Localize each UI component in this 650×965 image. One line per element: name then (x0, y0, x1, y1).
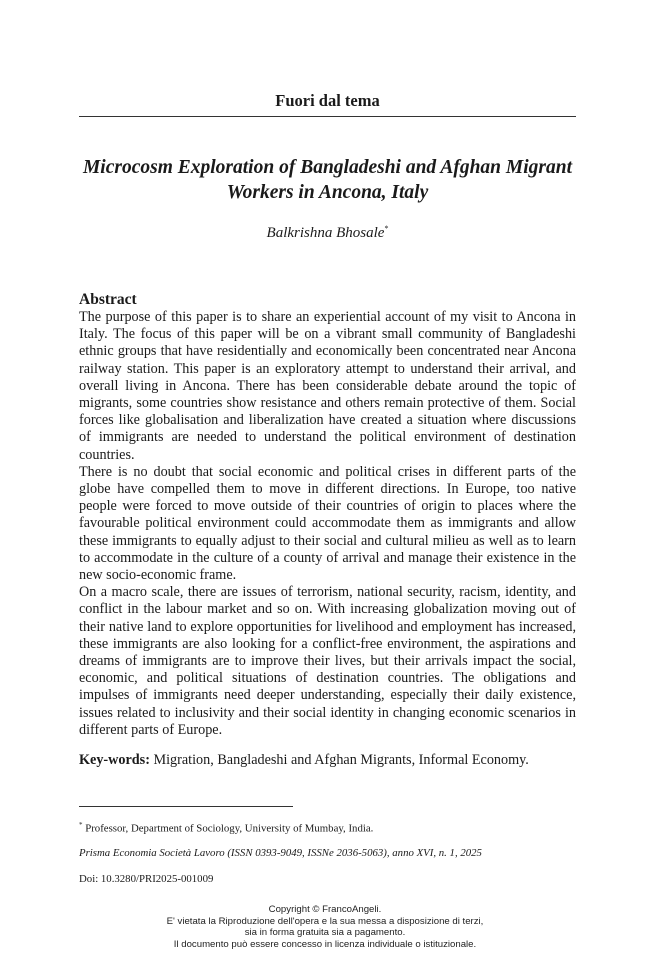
journal-citation: Prisma Economia Società Lavoro (ISSN 0393-9049, ISSNe 2036-5063), anno XVI, n. 1, 2025 (79, 847, 482, 859)
abstract-heading: Abstract (79, 291, 137, 308)
author-footnote-marker[interactable]: * (384, 224, 389, 233)
abstract-paragraph: There is no doubt that social economic and political crises in different parts of the globe have compelled them to move in different directions. In Europe, too native people were forced to move outside of their countries of origin to places where the favourable political environment could accommodate them as immigrants and allow these immigrants to equally adjust to their social and cultural milieu as well as to learn to accommodate in the culture of a county of arrival and manage their existence in the new socio-economic frame. (79, 463, 576, 584)
copyright-line: Copyright © FrancoAngeli. (268, 904, 382, 915)
article-title (79, 155, 576, 205)
footnote (79, 818, 576, 837)
keywords (79, 750, 576, 770)
abstract-body (79, 309, 576, 739)
author-name (79, 219, 576, 243)
header-rule (79, 116, 576, 117)
keywords-label: Key-words: (79, 752, 150, 768)
footnote-marker: * (79, 821, 83, 829)
copyright-notice (0, 904, 650, 950)
article-title-line-1: Microcosm Exploration of Bangladeshi and Afghan Migrant (82, 157, 573, 178)
section-header: Fuori dal tema (275, 91, 380, 110)
article-title-line-2: Workers in Ancona, Italy (226, 182, 429, 203)
copyright-line: sia in forma gratuita sia a pagamento. (244, 927, 406, 938)
copyright-line: Il documento può essere concesso in licenza individuale o istituzionale. (173, 938, 477, 950)
doi[interactable]: Doi: 10.3280/PRI2025-001009 (79, 873, 214, 885)
abstract-paragraph: The purpose of this paper is to share an experiential account of my visit to Ancona in Italy. The focus of this paper will be on a vibrant small community of Bangladeshi ethnic groups that have residentially and economically been concentrated near Ancona railway station. This paper is an exploratory attempt to understand their arrival, and overall living in Ancona. There has been considerable debate around the topic of migrants, some countries show resistance and others remain protective of them. Social forces like globalisation and liberalization have created a situation where discussions of immigrants are needed to understand the political environment of destination countries. (79, 309, 576, 463)
author-name-text: Balkrishna Bhosale (266, 225, 385, 241)
keywords-text: Migration, Bangladeshi and Afghan Migrants, Informal Economy. (153, 752, 529, 768)
abstract-paragraph: On a macro scale, there are issues of terrorism, national security, racism, identity, and conflict in the labour market and so on. With increasing globalization moving out of their native land to explore opportunities for livelihood and employment has increased, these immigrants are also looking for a conflict-free environment, the aspirations and dreams of immigrants are to improve their lives, but their arrivals impact the social, economic, and political situations of destination countries. The obligations and impulses of immigrants need deeper understanding, especially their daily existence, issues related to inclusivity and their social identity in changing economic scenarios in different parts of Europe. (79, 584, 576, 738)
copyright-line: E' vietata la Riproduzione dell'opera e la sua messa a disposizione di terzi, (166, 915, 484, 927)
footnote-text: Professor, Department of Sociology, University of Mumbay, India. (85, 822, 374, 835)
footnote-rule (79, 806, 293, 807)
